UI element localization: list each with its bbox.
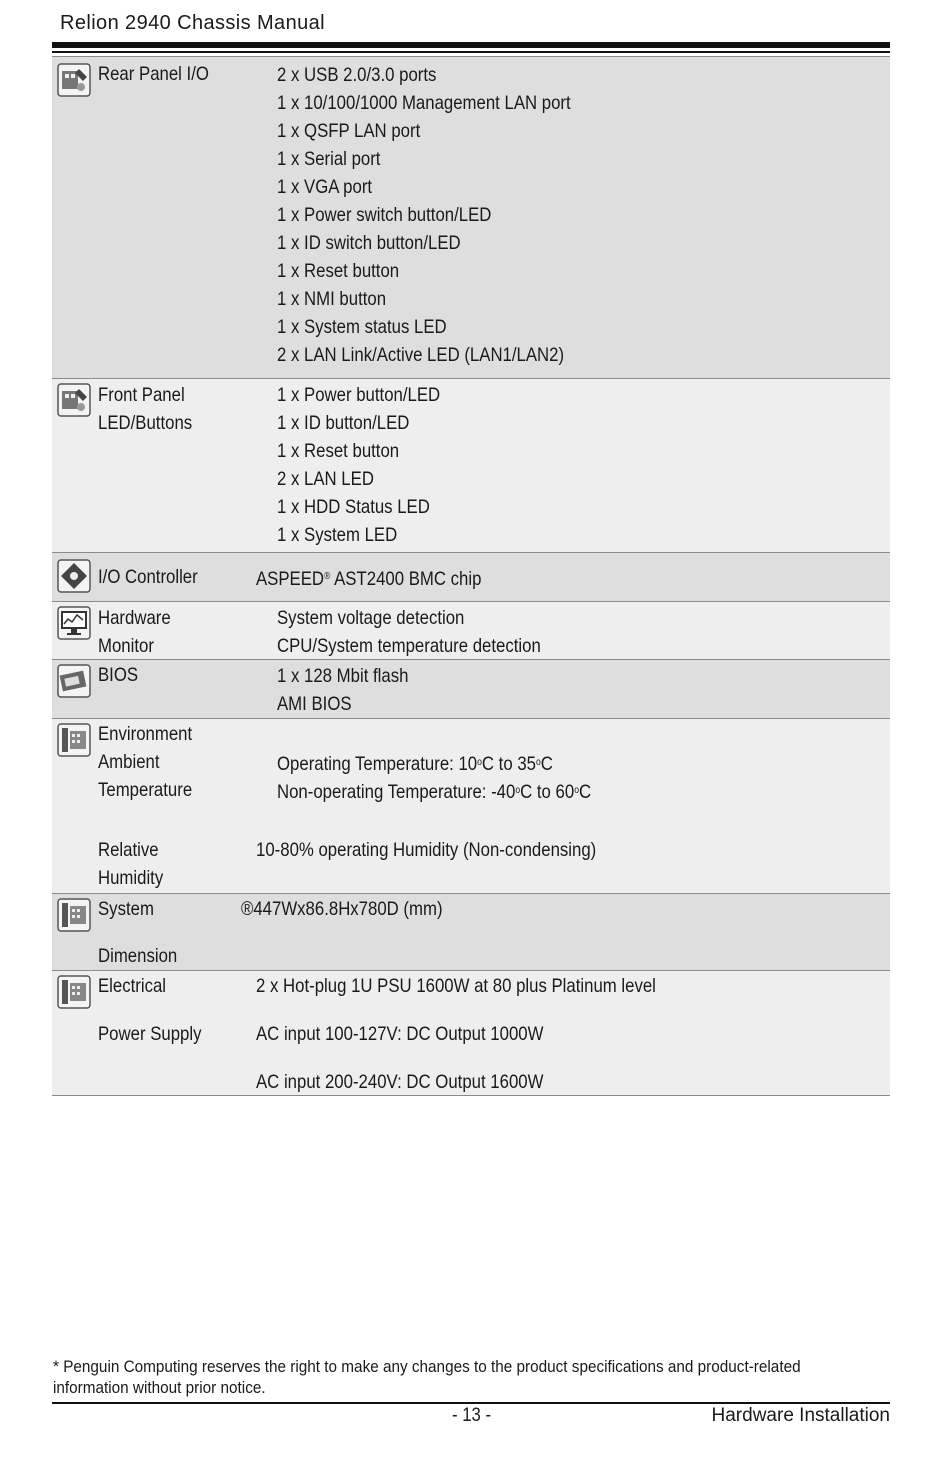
spec-row-rear-panel	[52, 56, 890, 379]
spec-value-text: AST2400 BMC chip	[330, 568, 482, 590]
spec-row-hardware-monitor	[52, 602, 890, 660]
spec-value-line: 2 x LAN Link/Active LED (LAN1/LAN2)	[277, 344, 565, 366]
spec-label-line: Front Panel	[98, 384, 185, 406]
spec-value-text: C	[540, 753, 553, 775]
spec-value-line: 1 x Reset button	[277, 260, 400, 282]
registered-mark: ®	[324, 571, 331, 582]
spec-row-power-supply	[52, 971, 890, 1096]
spec-label-line: Relative	[98, 839, 159, 861]
degree-mark: o	[574, 785, 579, 796]
spec-row-bios	[52, 660, 890, 719]
spec-values	[256, 972, 656, 1000]
spec-label-line: I/O Controller	[98, 566, 198, 588]
spec-value-line: 1 x Power switch button/LED	[277, 204, 492, 226]
spec-label	[98, 60, 209, 88]
spec-value-line: 1 x QSFP LAN port	[277, 120, 421, 142]
section-title: Hardware Installation	[711, 1405, 890, 1426]
spec-value-line: 1 x HDD Status LED	[277, 496, 430, 518]
spec-label-line: Ambient	[98, 751, 160, 773]
spec-value-line: AMI BIOS	[277, 693, 352, 715]
bios-chip-icon	[57, 664, 91, 698]
spec-value-line: 2 x USB 2.0/3.0 ports	[277, 64, 437, 86]
spec-value-line: 2 x LAN LED	[277, 468, 374, 490]
front-panel-icon	[57, 383, 91, 417]
spec-value-text: Operating Temperature: 10	[277, 753, 478, 775]
spec-values-humidity	[256, 836, 596, 864]
spec-values	[277, 604, 541, 660]
rear-panel-icon	[57, 63, 91, 97]
spec-value-line: AC input 100-127V: DC Output 1000W	[256, 1023, 544, 1045]
spec-value-line: 1 x System status LED	[277, 316, 447, 338]
spec-label	[98, 661, 138, 689]
spec-label-line: BIOS	[98, 664, 139, 686]
document-title: Relion 2940 Chassis Manual	[60, 12, 325, 34]
spec-value-line: 1 x VGA port	[277, 176, 373, 198]
spec-label-secondary	[98, 836, 163, 892]
spec-table	[52, 56, 890, 1096]
page-number: - 13 -	[452, 1405, 492, 1426]
hardware-monitor-icon	[57, 606, 91, 640]
spec-value-line: 1 x 10/100/1000 Management LAN port	[277, 92, 571, 114]
spec-label	[98, 720, 192, 804]
spec-label-secondary	[98, 1020, 201, 1048]
degree-mark: o	[515, 785, 521, 796]
footnote: * Penguin Computing reserves the right to make any changes to the product specifications and product-related information without prior notice.	[53, 1357, 801, 1397]
spec-label	[98, 604, 171, 660]
spec-values	[277, 749, 591, 805]
spec-values	[241, 895, 443, 923]
spec-values	[256, 563, 481, 591]
spec-values	[277, 662, 408, 718]
spec-value-line: ®447Wx86.8Hx780D (mm)	[241, 898, 443, 920]
spec-values	[256, 1068, 543, 1096]
spec-row-io-controller	[52, 553, 890, 602]
spec-label-line: Temperature	[98, 779, 193, 801]
environment-icon	[57, 723, 91, 757]
spec-label-line: Monitor	[98, 635, 154, 657]
spec-label-line: Hardware	[98, 607, 171, 629]
spec-value-line: AC input 200-240V: DC Output 1600W	[256, 1071, 544, 1093]
spec-label	[98, 895, 154, 923]
io-controller-icon	[57, 559, 91, 593]
spec-value-line: 1 x Power button/LED	[277, 384, 441, 406]
degree-mark: o	[535, 757, 541, 768]
spec-value-line: 1 x System LED	[277, 524, 398, 546]
degree-mark: o	[477, 757, 482, 768]
spec-value-line: 10-80% operating Humidity (Non-condensing)	[256, 839, 597, 861]
spec-label	[98, 972, 166, 1000]
spec-value-line: CPU/System temperature detection	[277, 635, 541, 657]
spec-value-text: C to 35	[481, 753, 536, 775]
spec-value-text: ASPEED	[256, 568, 325, 590]
spec-row-environment	[52, 719, 890, 894]
spec-value-line	[256, 563, 481, 591]
spec-label-line: LED/Buttons	[98, 412, 193, 434]
spec-value-line: 1 x Reset button	[277, 440, 400, 462]
spec-value-text: Non-operating Temperature: -40	[277, 781, 516, 803]
spec-value-line	[277, 749, 591, 777]
spec-value-line: System voltage detection	[277, 607, 465, 629]
spec-value-text: C	[578, 781, 592, 803]
power-supply-icon	[57, 975, 91, 1009]
system-dimension-icon	[57, 898, 91, 932]
spec-value-line: 1 x 128 Mbit flash	[277, 665, 409, 687]
spec-row-system-dimension	[52, 894, 890, 971]
spec-label	[98, 381, 192, 437]
spec-label-line: Environment	[98, 723, 193, 745]
spec-values	[277, 61, 571, 369]
spec-label-line: System	[98, 898, 154, 920]
spec-value-text: C to 60	[520, 781, 575, 803]
spec-label-line: Rear Panel I/O	[98, 63, 209, 85]
spec-value-line: 1 x ID button/LED	[277, 412, 410, 434]
spec-label-line: Power Supply	[98, 1023, 202, 1045]
spec-label-line: Humidity	[98, 867, 164, 889]
spec-values	[256, 1020, 543, 1048]
spec-label	[98, 563, 198, 591]
spec-value-line: 1 x Serial port	[277, 148, 381, 170]
spec-label-line: Dimension	[98, 945, 178, 967]
spec-value-line: 2 x Hot-plug 1U PSU 1600W at 80 plus Platinum level	[256, 975, 656, 997]
spec-value-line: 1 x NMI button	[277, 288, 387, 310]
header-rule	[52, 42, 890, 48]
spec-label-line: Electrical	[98, 975, 167, 997]
spec-label-secondary	[98, 942, 177, 970]
spec-row-front-panel	[52, 379, 890, 553]
spec-values	[277, 381, 440, 549]
spec-value-line: 1 x ID switch button/LED	[277, 232, 461, 254]
footer-rule	[52, 1402, 890, 1404]
header-rule-thin	[52, 51, 890, 53]
spec-value-line	[277, 777, 591, 805]
